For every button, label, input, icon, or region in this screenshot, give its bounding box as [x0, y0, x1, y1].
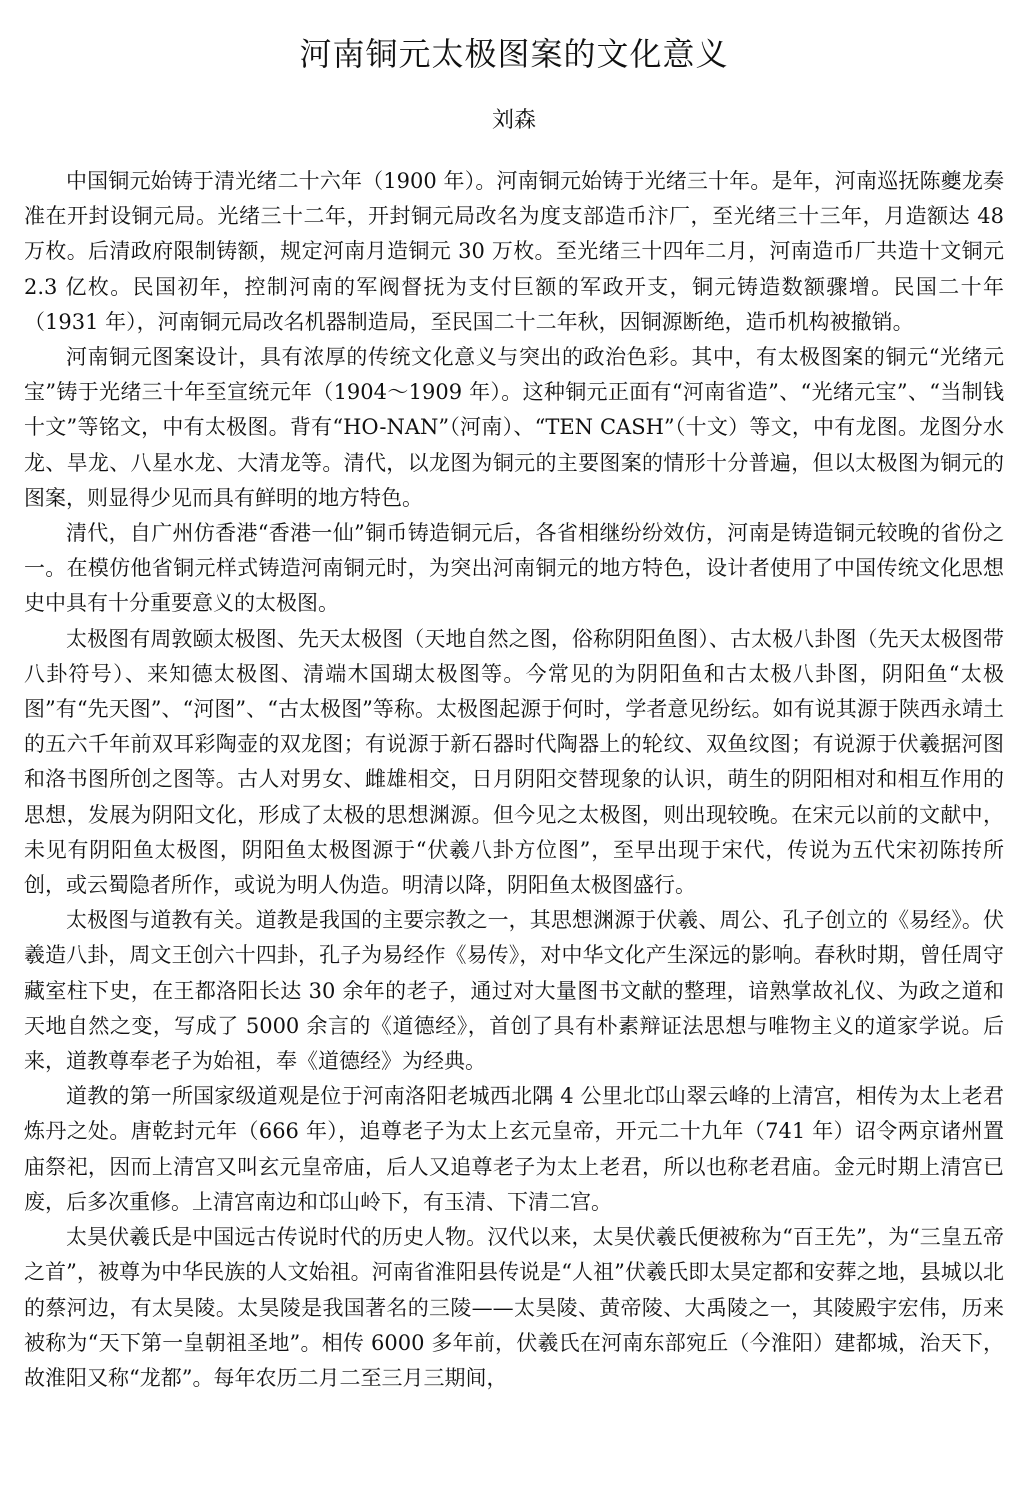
- article-author: 刘森: [491, 108, 536, 133]
- paragraph: 道教的第一所国家级道观是位于河南洛阳老城西北隅 4 公里北邙山翠云峰的上清宫，相传为太上老君炼丹之处。唐乾封元年（666 年），追尊老子为太上玄元皇帝，开元二十九年（741 年）诏令两京诸州置庙祭祀，因而上清宫又叫玄元皇帝庙，后人又追尊老子为太上老君，所以也称老君庙。金元时期上清宫已废，后多次重修。上清宫南边和邙山岭下，有玉清、下清二宫。: [24, 1084, 1004, 1214]
- paragraph: 太极图与道教有关。道教是我国的主要宗教之一，其思想渊源于伏羲、周公、孔子创立的《易经》。伏羲造八卦，周文王创六十四卦，孔子为易经作《易传》，对中华文化产生深远的影响。春秋时期，曾任周守藏室柱下史，在王都洛阳长达 30 余年的老子，通过对大量图书文献的整理，谙熟掌故礼仪、为政之道和天地自然之变，写成了 5000 余言的《道德经》，首创了具有朴素辩证法思想与唯物主义的道家学说。后来，道教尊奉老子为始祖，奉《道德经》为经典。: [24, 908, 1004, 1074]
- article-title: 河南铜元太极图案的文化意义: [299, 35, 729, 73]
- article-body: [24, 164, 1004, 1396]
- paragraph: 中国铜元始铸于清光绪二十六年（1900 年）。河南铜元始铸于光绪三十年。是年，河南巡抚陈夔龙奏准在开封设铜元局。光绪三十二年，开封铜元局改名为度支部造币汴厂，至光绪三十三年，月造额达 48 万枚。后清政府限制铸额，规定河南月造铜元 30 万枚。至光绪三十四年二月，河南造币厂共造十文铜元 2.3 亿枚。民国初年，控制河南的军阀督抚为支付巨额的军政开支，铜元铸造数额骤增。民国二十年（1931 年），河南铜元局改名机器制造局，至民国二十二年秋，因铜源断绝，造币机构被撤销。: [24, 169, 1004, 334]
- document-page: [24, 0, 1004, 1396]
- paragraph: 太昊伏羲氏是中国远古传说时代的历史人物。汉代以来，太昊伏羲氏便被称为“百王先”，为“三皇五帝之首”，被尊为中华民族的人文始祖。河南省淮阳县传说是“人祖”伏羲氏即太昊定都和安葬之地，县城以北的蔡河边，有太昊陵。太昊陵是我国著名的三陵——太昊陵、黄帝陵、大禹陵之一，其陵殿宇宏伟，历来被称为“天下第一皇朝祖圣地”。相传 6000 多年前，伏羲氏在河南东部宛丘（今淮阳）建都城，治天下，故淮阳又称“龙都”。每年农历二月二至三月三期间，: [24, 1225, 1004, 1390]
- paragraph: 河南铜元图案设计，具有浓厚的传统文化意义与突出的政治色彩。其中，有太极图案的铜元“光绪元宝”铸于光绪三十年至宣统元年（1904～1909 年）。这种铜元正面有“河南省造”、“光绪元宝”、“当制钱十文”等铭文，中有太极图。背有“HO-NAN”（河南）、“TEN CASH”（十文）等文，中有龙图。龙图分水龙、旱龙、八星水龙、大清龙等。清代，以龙图为铜元的主要图案的情形十分普遍，但以太极图为铜元的图案，则显得少见而具有鲜明的地方特色。: [24, 345, 1004, 510]
- paragraph: 太极图有周敦颐太极图、先天太极图（天地自然之图，俗称阴阳鱼图）、古太极八卦图（先天太极图带八卦符号）、来知德太极图、清端木国瑚太极图等。今常见的为阴阳鱼和古太极八卦图，阴阳鱼“太极图”有“先天图”、“河图”、“古太极图”等称。太极图起源于何时，学者意见纷纭。如有说其源于陕西永靖土的五六千年前双耳彩陶壶的双龙图；有说源于新石器时代陶器上的轮纹、双鱼纹图；有说源于伏羲据河图和洛书图所创之图等。古人对男女、雌雄相交，日月阴阳交替现象的认识，萌生的阴阳相对和相互作用的思想，发展为阴阳文化，形成了太极的思想渊源。但今见之太极图，则出现较晚。在宋元以前的文献中，未见有阴阳鱼太极图，阴阳鱼太极图源于“伏羲八卦方位图”，至早出现于宋代，传说为五代宋初陈抟所创，或云蜀隐者所作，或说为明人伪造。明清以降，阴阳鱼太极图盛行。: [24, 626, 1004, 898]
- paragraph: 清代，自广州仿香港“香港一仙”铜币铸造铜元后，各省相继纷纷效仿，河南是铸造铜元较晚的省份之一。在模仿他省铜元样式铸造河南铜元时，为突出河南铜元的地方特色，设计者使用了中国传统文化思想史中具有十分重要意义的太极图。: [24, 521, 1004, 616]
